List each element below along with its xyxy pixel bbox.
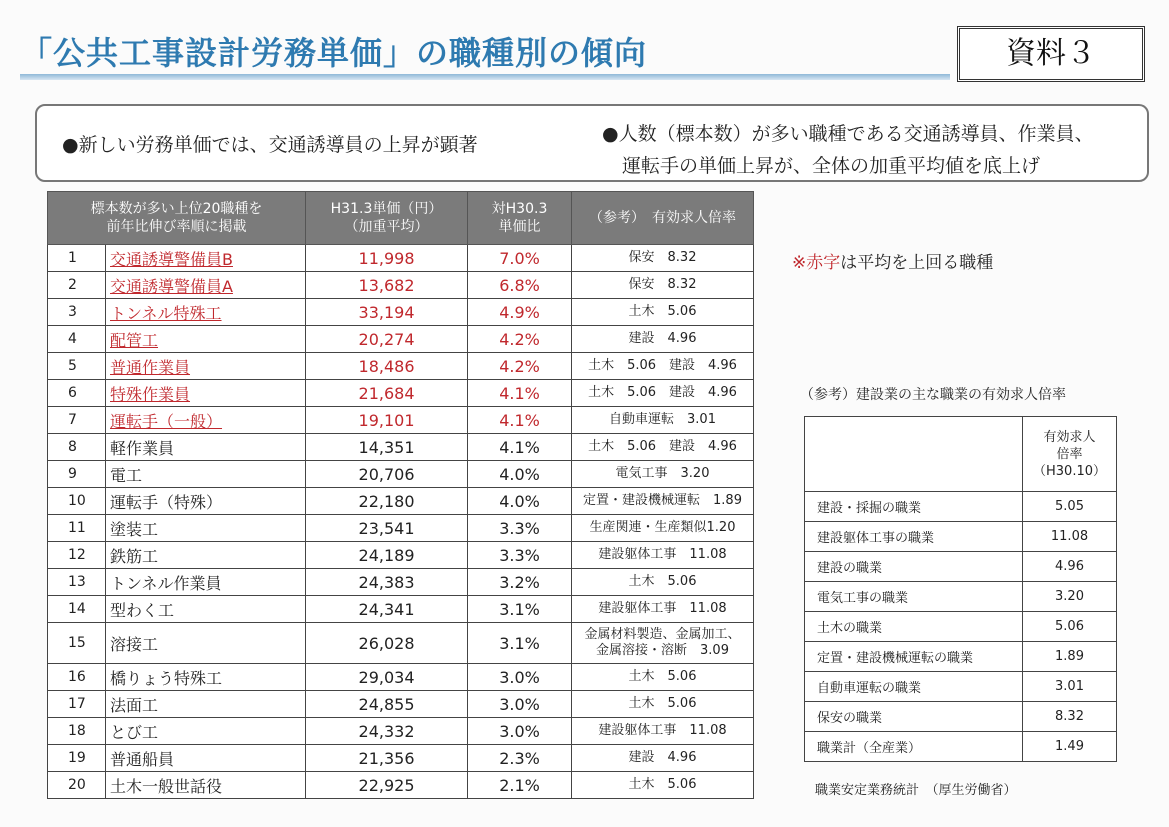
table-row — [48, 245, 754, 272]
page-title: 「公共工事設計労務単価」の職種別の傾向 — [20, 34, 648, 72]
occupation-name: 型わく工 — [106, 596, 306, 623]
row-number: 9 — [48, 461, 106, 488]
header-occupation: 標本数が多い上位20職種を 前年比伸び率順に掲載 — [48, 192, 306, 245]
occupation-name: トンネル作業員 — [106, 569, 306, 596]
table-row — [48, 299, 754, 326]
row-number: 4 — [48, 326, 106, 353]
occupation-name: 橋りょう特殊工 — [106, 664, 306, 691]
job-offer-ratio: 生産関連・生産類似1.20 — [572, 515, 754, 542]
row-number: 7 — [48, 407, 106, 434]
occupation-category: 建設・採掘の職業 — [805, 492, 1023, 522]
job-offer-ratio: 保安 8.32 — [572, 245, 754, 272]
price-ratio: 2.3% — [468, 745, 572, 772]
occupation-name: 鉄筋工 — [106, 542, 306, 569]
row-number: 1 — [48, 245, 106, 272]
price-ratio: 3.0% — [468, 718, 572, 745]
occupation-name: 塗装工 — [106, 515, 306, 542]
side-table-row — [805, 582, 1117, 612]
summary-point-1: ●新しい労務単価では、交通誘導員の上昇が顕著 — [62, 134, 478, 156]
unit-price: 19,101 — [306, 407, 468, 434]
job-offer-ratio: 電気工事 3.20 — [572, 461, 754, 488]
table-row — [48, 326, 754, 353]
unit-price: 22,180 — [306, 488, 468, 515]
side-table-header-row — [805, 417, 1117, 492]
unit-price: 20,274 — [306, 326, 468, 353]
price-ratio: 4.2% — [468, 326, 572, 353]
unit-price: 24,855 — [306, 691, 468, 718]
table-row — [48, 542, 754, 569]
occupation-category: 建設の職業 — [805, 552, 1023, 582]
table-row — [48, 488, 754, 515]
occupation-name: 交通誘導警備員B — [106, 245, 306, 272]
occupation-name: 土木一般世話役 — [106, 772, 306, 799]
job-offer-value: 5.05 — [1023, 492, 1117, 522]
row-number: 12 — [48, 542, 106, 569]
row-number: 3 — [48, 299, 106, 326]
data-source: 職業安定業務統計 （厚生労働省） — [815, 783, 1017, 798]
job-offer-value: 11.08 — [1023, 522, 1117, 552]
price-ratio: 4.2% — [468, 353, 572, 380]
occupation-name: 普通作業員 — [106, 353, 306, 380]
job-offer-ratio: 土木 5.06 建設 4.96 — [572, 380, 754, 407]
job-offer-ratio: 建設躯体工事 11.08 — [572, 596, 754, 623]
occupation-name: 配管工 — [106, 326, 306, 353]
title-underline — [20, 74, 950, 80]
table-row — [48, 718, 754, 745]
job-offer-value: 8.32 — [1023, 702, 1117, 732]
row-number: 6 — [48, 380, 106, 407]
job-offer-ratio: 土木 5.06 — [572, 664, 754, 691]
occupation-category: 自動車運転の職業 — [805, 672, 1023, 702]
row-number: 5 — [48, 353, 106, 380]
occupation-name: 溶接工 — [106, 623, 306, 664]
unit-price: 11,998 — [306, 245, 468, 272]
occupation-name: トンネル特殊工 — [106, 299, 306, 326]
table-row — [48, 272, 754, 299]
price-ratio: 4.1% — [468, 407, 572, 434]
table-row — [48, 461, 754, 488]
job-offer-value: 5.06 — [1023, 612, 1117, 642]
price-ratio: 3.1% — [468, 596, 572, 623]
header-unit-price: H31.3単価（円） （加重平均） — [306, 192, 468, 245]
unit-price: 13,682 — [306, 272, 468, 299]
occupation-name: 普通船員 — [106, 745, 306, 772]
table-row — [48, 380, 754, 407]
row-number: 2 — [48, 272, 106, 299]
construction-job-offer-table — [804, 416, 1117, 762]
row-number: 19 — [48, 745, 106, 772]
price-ratio: 2.1% — [468, 772, 572, 799]
occupation-category: 土木の職業 — [805, 612, 1023, 642]
price-ratio: 3.0% — [468, 664, 572, 691]
job-offer-value: 3.20 — [1023, 582, 1117, 612]
side-table-row — [805, 672, 1117, 702]
price-ratio: 3.3% — [468, 515, 572, 542]
side-table-caption: （参考）建設業の主な職業の有効求人倍率 — [800, 387, 1066, 403]
unit-price: 14,351 — [306, 434, 468, 461]
summary-point-2-line-1: ●人数（標本数）が多い職種である交通誘導員、作業員、 — [602, 123, 1094, 145]
table-row — [48, 569, 754, 596]
job-offer-ratio: 建設 4.96 — [572, 326, 754, 353]
row-number: 14 — [48, 596, 106, 623]
job-offer-ratio: 建設躯体工事 11.08 — [572, 542, 754, 569]
price-ratio: 4.0% — [468, 461, 572, 488]
job-offer-ratio: 土木 5.06 建設 4.96 — [572, 434, 754, 461]
row-number: 16 — [48, 664, 106, 691]
occupation-category: 職業計（全産業） — [805, 732, 1023, 762]
job-offer-value: 1.49 — [1023, 732, 1117, 762]
table-row — [48, 434, 754, 461]
price-ratio: 3.3% — [468, 542, 572, 569]
unit-price: 26,028 — [306, 623, 468, 664]
summary-box — [35, 104, 1149, 182]
unit-price: 22,925 — [306, 772, 468, 799]
unit-price: 33,194 — [306, 299, 468, 326]
unit-price: 24,189 — [306, 542, 468, 569]
price-ratio: 6.8% — [468, 272, 572, 299]
price-ratio: 4.1% — [468, 434, 572, 461]
side-table-row — [805, 492, 1117, 522]
table-row — [48, 407, 754, 434]
side-table-row — [805, 732, 1117, 762]
job-offer-value: 4.96 — [1023, 552, 1117, 582]
price-ratio: 4.1% — [468, 380, 572, 407]
occupation-name: 軽作業員 — [106, 434, 306, 461]
side-table-row — [805, 612, 1117, 642]
job-offer-value: 3.01 — [1023, 672, 1117, 702]
occupation-category: 電気工事の職業 — [805, 582, 1023, 612]
unit-price: 23,541 — [306, 515, 468, 542]
occupation-name: 交通誘導警備員A — [106, 272, 306, 299]
side-table-row — [805, 642, 1117, 672]
side-header-ratio: 有効求人 倍率 （H30.10） — [1023, 417, 1117, 492]
price-ratio: 4.0% — [468, 488, 572, 515]
row-number: 13 — [48, 569, 106, 596]
job-offer-ratio: 土木 5.06 建設 4.96 — [572, 353, 754, 380]
unit-price: 24,383 — [306, 569, 468, 596]
price-ratio: 4.9% — [468, 299, 572, 326]
table-row — [48, 353, 754, 380]
side-table-row — [805, 702, 1117, 732]
unit-price: 18,486 — [306, 353, 468, 380]
table-row — [48, 596, 754, 623]
unit-price: 24,332 — [306, 718, 468, 745]
side-table-row — [805, 552, 1117, 582]
table-row — [48, 691, 754, 718]
unit-price: 24,341 — [306, 596, 468, 623]
price-ratio: 3.2% — [468, 569, 572, 596]
price-ratio: 3.1% — [468, 623, 572, 664]
row-number: 10 — [48, 488, 106, 515]
table-row — [48, 515, 754, 542]
table-header-row — [48, 192, 754, 245]
price-ratio: 7.0% — [468, 245, 572, 272]
row-number: 17 — [48, 691, 106, 718]
occupation-category: 定置・建設機械運転の職業 — [805, 642, 1023, 672]
job-offer-value: 1.89 — [1023, 642, 1117, 672]
job-offer-ratio: 建設躯体工事 11.08 — [572, 718, 754, 745]
unit-price: 20,706 — [306, 461, 468, 488]
occupation-name: 電工 — [106, 461, 306, 488]
occupation-name: 運転手（特殊） — [106, 488, 306, 515]
price-ratio: 3.0% — [468, 691, 572, 718]
occupation-category: 建設躯体工事の職業 — [805, 522, 1023, 552]
side-header-blank — [805, 417, 1023, 492]
unit-price: 29,034 — [306, 664, 468, 691]
summary-point-2-line-2: 運転手の単価上昇が、全体の加重平均値を底上げ — [622, 155, 1041, 177]
top20-wage-table — [47, 191, 754, 799]
unit-price: 21,684 — [306, 380, 468, 407]
occupation-name: とび工 — [106, 718, 306, 745]
table-row — [48, 745, 754, 772]
row-number: 20 — [48, 772, 106, 799]
job-offer-ratio: 土木 5.06 — [572, 569, 754, 596]
row-number: 18 — [48, 718, 106, 745]
job-offer-ratio: 土木 5.06 — [572, 691, 754, 718]
job-offer-ratio: 土木 5.06 — [572, 299, 754, 326]
row-number: 15 — [48, 623, 106, 664]
header-job-offer-ratio: （参考） 有効求人倍率 — [572, 192, 754, 245]
header-price-ratio: 対H30.3 単価比 — [468, 192, 572, 245]
job-offer-ratio: 定置・建設機械運転 1.89 — [572, 488, 754, 515]
table-row — [48, 664, 754, 691]
document-label: 資料３ — [957, 26, 1145, 82]
unit-price: 21,356 — [306, 745, 468, 772]
job-offer-ratio: 自動車運転 3.01 — [572, 407, 754, 434]
job-offer-ratio: 金属材料製造、金属加工、 金属溶接・溶断 3.09 — [572, 623, 754, 664]
row-number: 11 — [48, 515, 106, 542]
table-row — [48, 772, 754, 799]
job-offer-ratio: 土木 5.06 — [572, 772, 754, 799]
job-offer-ratio: 建設 4.96 — [572, 745, 754, 772]
summary-point-2 — [602, 118, 1094, 182]
occupation-name: 法面工 — [106, 691, 306, 718]
occupation-category: 保安の職業 — [805, 702, 1023, 732]
red-text-note: ※赤字は平均を上回る職種 — [792, 253, 994, 273]
occupation-name: 特殊作業員 — [106, 380, 306, 407]
side-table-row — [805, 522, 1117, 552]
job-offer-ratio: 保安 8.32 — [572, 272, 754, 299]
occupation-name: 運転手（一般） — [106, 407, 306, 434]
table-row — [48, 623, 754, 664]
row-number: 8 — [48, 434, 106, 461]
